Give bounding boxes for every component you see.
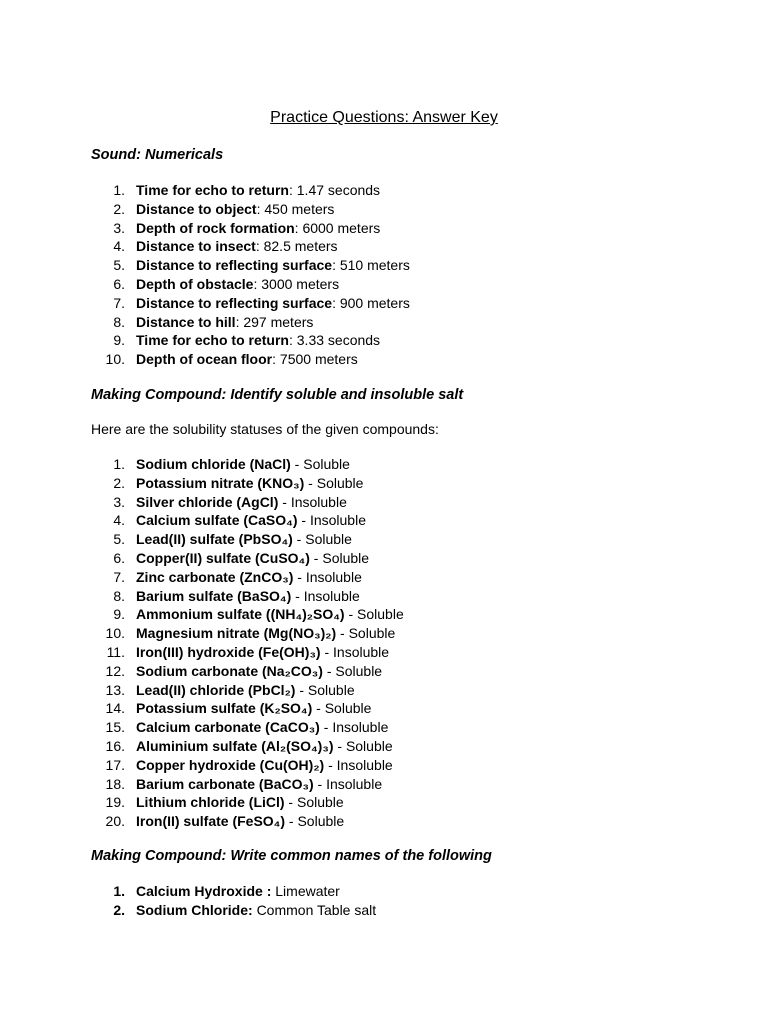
item-separator: : (235, 313, 244, 330)
item-value: Soluble (335, 662, 383, 679)
item-term: Ammonium sulfate ((NH₄)₂SO₄) (136, 606, 345, 623)
item-number: 9. (113, 332, 125, 349)
item-separator: - (292, 531, 306, 548)
item-number: 19. (105, 794, 125, 811)
item-number: 7. (113, 568, 125, 585)
item-term: Aluminium sulfate (Al₂(SO₄)₃) (136, 737, 334, 754)
item-number: 2. (113, 200, 125, 217)
list-item (91, 568, 404, 587)
item-separator: : (253, 275, 262, 292)
item-separator: - (293, 568, 306, 585)
item-number: 17. (105, 756, 125, 773)
item-number: 4. (113, 512, 125, 529)
item-separator: - (295, 681, 308, 698)
item-separator: - (297, 512, 310, 529)
list-item (91, 294, 410, 313)
item-number: 5. (113, 257, 125, 274)
item-term: Zinc carbonate (ZnCO₃) (136, 568, 294, 585)
list-item (91, 793, 404, 812)
item-value: Soluble (297, 813, 345, 830)
item-term: Potassium nitrate (KNO₃) (136, 474, 305, 491)
item-value: Soluble (324, 700, 372, 717)
section-heading-solubility: Making Compound: Identify soluble and insoluble salt (91, 387, 464, 403)
item-separator: - (319, 719, 333, 736)
item-value: Insoluble (305, 568, 362, 585)
list-item (91, 718, 404, 737)
item-value: 82.5 meters (263, 238, 338, 255)
item-number: 6. (113, 275, 125, 292)
item-value: 297 meters (243, 313, 314, 330)
item-number: 13. (105, 681, 125, 698)
solubility-intro: Here are the solubility statuses of the given compounds: (91, 421, 439, 437)
list-item (91, 219, 410, 238)
item-number: 2. (113, 474, 125, 491)
item-value: 450 meters (264, 200, 335, 217)
item-term: Distance to reflecting surface (136, 294, 333, 311)
item-separator: : (288, 332, 297, 349)
item-term: Iron(III) hydroxide (Fe(OH)₃) (136, 643, 321, 660)
item-term: Distance to insect (136, 238, 256, 255)
list-item (91, 812, 404, 831)
list-item (91, 511, 404, 530)
item-term: Iron(II) sulfate (FeSO₄) (136, 813, 286, 830)
item-term: Calcium carbonate (CaCO₃) (136, 719, 320, 736)
item-value: Soluble (345, 737, 393, 754)
item-separator: : (272, 351, 280, 368)
item-separator: - (309, 549, 323, 566)
item-separator: - (290, 456, 304, 472)
item-term: Depth of rock formation (136, 219, 295, 236)
list-item (91, 756, 404, 775)
item-number: 1. (113, 456, 125, 472)
item-separator: - (304, 474, 317, 491)
list-item (91, 662, 404, 681)
list-item (91, 181, 410, 200)
item-value: Common Table salt (256, 901, 377, 918)
item-value: 1.47 seconds (296, 182, 381, 198)
item-value: Insoluble (303, 587, 360, 604)
list-item (91, 275, 410, 294)
list-item (91, 474, 404, 493)
list-item (91, 681, 404, 700)
item-term: Depth of obstacle (136, 275, 254, 292)
item-value: Insoluble (336, 756, 393, 773)
item-value: 3.33 seconds (296, 332, 381, 349)
item-term: Calcium sulfate (CaSO₄) (136, 512, 298, 529)
item-number: 18. (105, 775, 125, 792)
item-number: 9. (113, 606, 125, 623)
item-value: Insoluble (332, 719, 389, 736)
item-number: 5. (113, 531, 125, 548)
list-item (91, 455, 404, 474)
solubility-answer-list (91, 455, 404, 831)
item-term: Lead(II) chloride (PbCl₂) (136, 681, 296, 698)
item-term: Sodium Chloride: (136, 901, 253, 918)
list-item (91, 493, 404, 512)
item-value: Soluble (303, 456, 350, 472)
item-term: Distance to object (136, 200, 257, 217)
item-term: Calcium Hydroxide : (136, 883, 272, 899)
list-item (91, 624, 404, 643)
item-value: Soluble (322, 549, 370, 566)
item-value: 7500 meters (279, 351, 358, 368)
item-number: 10. (105, 351, 125, 368)
list-item (91, 699, 404, 718)
item-value: Insoluble (290, 493, 347, 510)
item-separator: - (322, 662, 336, 679)
item-separator: - (344, 606, 358, 623)
item-term: Copper hydroxide (Cu(OH)₂) (136, 756, 325, 773)
item-term: Lead(II) sulfate (PbSO₄) (136, 531, 293, 548)
item-separator: - (333, 737, 346, 754)
item-term: Barium sulfate (BaSO₄) (136, 587, 292, 604)
list-item (91, 643, 404, 662)
item-separator: : (294, 219, 303, 236)
item-term: Silver chloride (AgCl) (136, 493, 279, 510)
item-value: Soluble (316, 474, 364, 491)
item-separator: : (256, 200, 265, 217)
item-value: Insoluble (333, 643, 390, 660)
item-separator: - (291, 587, 304, 604)
list-item (91, 882, 376, 901)
item-number: 16. (105, 737, 125, 754)
item-number: 3. (113, 493, 125, 510)
item-separator: - (285, 813, 298, 830)
item-value: Soluble (357, 606, 404, 623)
item-number: 2. (113, 901, 125, 918)
item-number: 15. (105, 719, 125, 736)
item-value: Soluble (297, 794, 344, 811)
item-separator: - (313, 775, 327, 792)
item-separator: - (324, 756, 337, 773)
item-term: Sodium carbonate (Na₂CO₃) (136, 662, 323, 679)
list-item (91, 901, 376, 920)
item-number: 8. (113, 587, 125, 604)
item-term: Copper(II) sulfate (CuSO₄) (136, 549, 310, 566)
list-item (91, 237, 410, 256)
item-value: Soluble (348, 625, 396, 642)
item-value: Soluble (305, 531, 352, 548)
item-number: 1. (113, 883, 125, 899)
item-term: Potassium sulfate (K₂SO₄) (136, 700, 313, 717)
item-value: Insoluble (326, 775, 383, 792)
list-item (91, 200, 410, 219)
item-term: Lithium chloride (LiCl) (136, 794, 285, 811)
item-value: 510 meters (339, 257, 410, 274)
item-separator: - (336, 625, 349, 642)
item-number: 8. (113, 313, 125, 330)
item-separator: - (320, 643, 334, 660)
item-term: Distance to hill (136, 313, 236, 330)
list-item (91, 331, 410, 350)
list-item (91, 256, 410, 275)
item-separator: : (255, 238, 264, 255)
list-item (91, 605, 404, 624)
item-value: 3000 meters (261, 275, 340, 292)
item-number: 3. (113, 219, 125, 236)
item-term: Time for echo to return (136, 332, 289, 349)
section-heading-sound: Sound: Numericals (91, 147, 224, 163)
item-number: 20. (105, 813, 125, 830)
item-number: 14. (105, 700, 125, 717)
list-item (91, 587, 404, 606)
item-term: Barium carbonate (BaCO₃) (136, 775, 314, 792)
item-value: Insoluble (309, 512, 366, 529)
common-names-answer-list (91, 882, 376, 920)
item-value: Limewater (275, 883, 340, 899)
item-separator: : (332, 257, 340, 274)
item-number: 6. (113, 549, 125, 566)
item-number: 7. (113, 294, 125, 311)
item-separator: - (278, 493, 291, 510)
item-number: 10. (105, 625, 125, 642)
item-separator: : (332, 294, 340, 311)
list-item (91, 775, 404, 794)
item-term: Distance to reflecting surface (136, 257, 333, 274)
sound-answer-list (91, 181, 410, 369)
list-item (91, 530, 404, 549)
list-item (91, 313, 410, 332)
list-item (91, 350, 410, 369)
item-number: 4. (113, 238, 125, 255)
item-number: 11. (106, 643, 125, 660)
item-number: 1. (113, 182, 125, 198)
item-separator: - (284, 794, 297, 811)
item-value: 6000 meters (302, 219, 381, 236)
item-term: Magnesium nitrate (Mg(NO₃)₂) (136, 625, 337, 642)
item-value: Soluble (307, 681, 355, 698)
page-title: Practice Questions: Answer Key (270, 109, 498, 126)
list-item (91, 737, 404, 756)
item-term: Time for echo to return (136, 182, 289, 198)
item-value: 900 meters (339, 294, 410, 311)
item-term: Sodium chloride (NaCl) (136, 456, 291, 472)
list-item (91, 549, 404, 568)
item-number: 12. (105, 662, 125, 679)
item-term: Depth of ocean floor (136, 351, 273, 368)
item-separator: : (288, 182, 297, 198)
item-separator: - (312, 700, 325, 717)
section-heading-common-names: Making Compound: Write common names of the following (91, 848, 492, 864)
